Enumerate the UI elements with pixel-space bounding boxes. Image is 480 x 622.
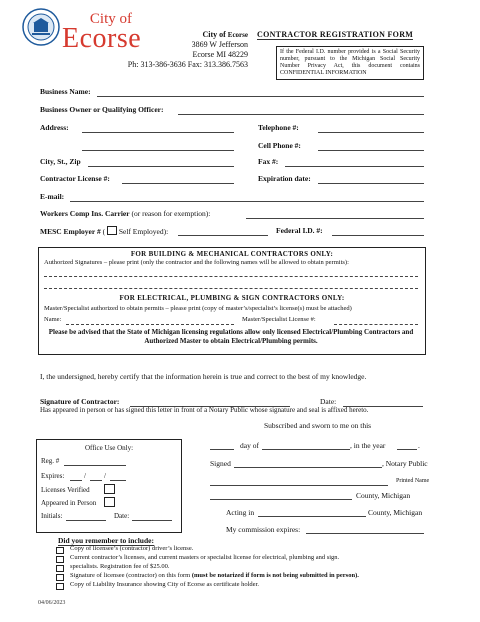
cell-phone-field[interactable] [318, 150, 424, 151]
mesc-self-checkbox[interactable] [107, 226, 117, 235]
commission-expires-field[interactable] [306, 533, 424, 534]
org-name-small: Ecorse [227, 31, 248, 39]
label-expiration-date: Expiration date: [258, 174, 311, 183]
label-signed: Signed [210, 459, 231, 468]
notary-signed-field[interactable] [234, 467, 382, 468]
label-business-name: Business Name: [40, 87, 91, 96]
label-address: Address: [40, 123, 69, 132]
authorized-signatures-text: Authorized Signatures – please print (only the contractor and the following names will be allowed to obtain permits): [44, 259, 349, 266]
checklist-checkbox-4[interactable] [56, 574, 64, 581]
checklist-item-4-text: Signature of licensee (contractor) on this form [70, 572, 191, 579]
label-day-of: day of [240, 441, 259, 450]
org-phone-fax: Ph: 313-386-3636 Fax: 313.386.7563 [127, 60, 248, 69]
building-heading: FOR BUILDING & MECHANICAL CONTRACTORS ONLY: [130, 250, 334, 258]
label-acting-county: County, Michigan [368, 508, 423, 517]
business-name-field[interactable] [97, 96, 424, 97]
notary-appearance-text: Has appeared in person or has signed this letter in front of a Notary Public whose signature and seal is affixed hereto. [40, 406, 369, 414]
certify-statement: I, the undersigned, hereby certify that the information herein is true and correct to the best of my knowledge. [40, 372, 367, 381]
expiration-date-field[interactable] [318, 183, 424, 184]
label-reg: Reg. # [41, 457, 60, 465]
checklist-checkbox-2[interactable] [56, 556, 64, 563]
label-email: E-mail: [40, 192, 65, 201]
label-contractor-license: Contractor License #: [40, 174, 110, 183]
expires-slash-1: / [84, 472, 86, 480]
federal-id-field[interactable] [332, 235, 424, 236]
email-field[interactable] [70, 201, 424, 202]
notary-month-field[interactable] [262, 449, 350, 450]
expires-month-field[interactable] [70, 480, 82, 481]
label-appeared-in-person: Appeared in Person [41, 499, 97, 507]
workers-comp-field[interactable] [246, 218, 424, 219]
label-signature-date: Date: [320, 397, 337, 406]
checklist-item-5: Copy of Liability Insurance showing City of Ecorse as certificate holder. [70, 581, 259, 588]
contractor-license-field[interactable] [122, 183, 234, 184]
city-seal-icon [22, 8, 60, 46]
checklist-heading: Did you remember to include: [58, 536, 154, 545]
licenses-verified-checkbox[interactable] [104, 484, 115, 494]
org-name: City of [202, 30, 226, 39]
expires-year-field[interactable] [110, 480, 126, 481]
checklist-item-4 [70, 572, 359, 579]
electrical-heading: FOR ELECTRICAL, PLUMBING & SIGN CONTRACTORS ONLY: [119, 294, 345, 302]
label-signature: Signature of Contractor: [40, 397, 120, 406]
telephone-field[interactable] [318, 132, 424, 133]
label-mesc-self: Self Employed): [118, 227, 169, 236]
label-notary-public: , Notary Public [382, 459, 428, 468]
privacy-note: If the Federal I.D. number provided is a Social Security number, pursuant to the Michigan Social Security Number Privacy Act, this document contains CONFIDENTIAL INFORMATION [276, 46, 424, 80]
label-telephone: Telephone #: [258, 123, 299, 132]
label-business-owner: Business Owner or Qualifying Officer: [40, 105, 164, 114]
label-in-the-year: , in the year [350, 441, 386, 450]
label-master-license: Master/Specialist License #: [242, 316, 316, 323]
label-expires: Expires: [41, 472, 65, 480]
master-license-field[interactable] [334, 324, 418, 325]
label-workers-comp-note: (or reason for exemption): [131, 209, 211, 218]
label-county-michigan: County, Michigan [356, 491, 411, 500]
label-initials: Initials: [41, 512, 63, 520]
fax-field[interactable] [285, 166, 424, 167]
year-period: . [418, 441, 420, 450]
label-master-name: Name: [44, 316, 62, 323]
label-fax: Fax #: [258, 157, 279, 166]
checklist-item-1: Copy of licensee’s (contractor) driver’s license. [70, 545, 194, 552]
acting-in-county-field[interactable] [258, 516, 366, 517]
workers-comp-line [40, 209, 210, 218]
checklist-item-4-bold: (must be notarized if form is not being submitted in person). [191, 572, 359, 579]
mesc-line: MESC Employer # ( Self Employed): [40, 227, 169, 236]
label-mesc-employer: MESC Employer # [40, 227, 101, 236]
checklist-checkbox-1[interactable] [56, 547, 64, 554]
master-name-field[interactable] [66, 324, 234, 325]
address-line-2-field[interactable] [82, 150, 234, 151]
notary-county-field[interactable] [210, 499, 352, 500]
label-commission-expires: My commission expires: [226, 525, 301, 534]
office-date-field[interactable] [132, 520, 172, 521]
checklist-item-3: specialists. Registration fee of $25.00. [70, 563, 170, 570]
master-specialist-text: Master/Specialist authorized to obtain permits – please print (copy of master’s/specialist’s license(s) must be attached) [44, 305, 352, 312]
revision-date: 04/06/2023 [38, 600, 66, 606]
org-address-1: 3869 W Jefferson [191, 40, 248, 49]
address-field[interactable] [82, 132, 234, 133]
licensing-advisory: Please be advised that the State of Michigan licensing regulations allow only licensed Electrical/Plumbing Contractors and Authorized Master to obtain Electrical/Plumbing permits. [48, 328, 414, 345]
label-workers-comp: Workers Comp Ins. Carrier [40, 209, 130, 218]
authorized-signature-line-2[interactable] [44, 288, 418, 289]
label-federal-id: Federal I.D. #: [276, 226, 323, 235]
logo-city: City of [89, 11, 132, 27]
label-licenses-verified: Licenses Verified [41, 486, 90, 494]
reg-field[interactable] [64, 465, 126, 466]
expires-slash-2: / [104, 472, 106, 480]
checklist-checkbox-3[interactable] [56, 565, 64, 572]
sworn-text: Subscribed and sworn to me on this [264, 421, 372, 430]
city-st-zip-field[interactable] [88, 166, 234, 167]
mesc-employer-field[interactable] [178, 235, 268, 236]
logo-name: Ecorse [62, 23, 142, 54]
office-use-title: Office Use Only: [84, 444, 134, 452]
label-city-st-zip: City, St., Zip [40, 157, 81, 166]
label-acting-in: Acting in [226, 508, 255, 517]
form-title: CONTRACTOR REGISTRATION FORM [257, 30, 414, 39]
org-block [118, 30, 248, 70]
appeared-in-person-checkbox[interactable] [104, 497, 115, 507]
label-cell-phone: Cell Phone #: [258, 141, 301, 150]
initials-field[interactable] [66, 520, 106, 521]
checklist-item-2: Current contractor’s licenses, and current masters or specialist license for electrical, plumbing and sign. [70, 554, 340, 561]
label-office-date: Date: [114, 512, 130, 520]
notary-day-field[interactable] [210, 449, 234, 450]
label-printed-name: Printed Name [396, 478, 430, 484]
checklist-checkbox-5[interactable] [56, 583, 64, 590]
notary-printed-name-field[interactable] [210, 485, 388, 486]
expires-day-field[interactable] [90, 480, 102, 481]
notary-year-field[interactable] [397, 449, 417, 450]
org-address-2: Ecorse MI 48229 [192, 50, 248, 59]
authorized-signature-line-1[interactable] [44, 276, 418, 277]
business-owner-field[interactable] [178, 114, 424, 115]
